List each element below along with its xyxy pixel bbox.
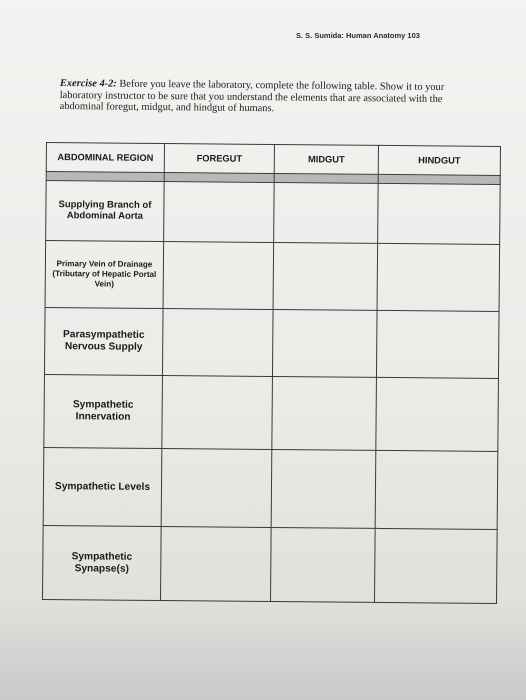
midgut-answer-cell[interactable] xyxy=(273,242,378,310)
midgut-answer-cell[interactable] xyxy=(270,528,375,603)
foregut-answer-cell[interactable] xyxy=(163,241,274,309)
foregut-answer-cell[interactable] xyxy=(161,449,272,528)
exercise-text: Before you leave the laboratory, complete the following table. Show it to your laboratory instructor to be sure that you understand the elements that are associated with the abdominal foregut, midgut, and hindgut of humans. xyxy=(59,78,445,115)
row-label-parasympathetic: Parasympathetic Nervous Supply xyxy=(44,308,163,375)
header-foregut: FOREGUT xyxy=(164,144,274,174)
hindgut-answer-cell[interactable] xyxy=(374,529,497,604)
foregut-answer-cell[interactable] xyxy=(161,527,272,602)
table-row xyxy=(44,308,499,378)
hindgut-answer-cell[interactable] xyxy=(376,311,499,378)
row-label-sympathetic-synapses: Sympathetic Synapse(s) xyxy=(43,526,162,601)
table-row xyxy=(43,448,498,530)
midgut-answer-cell[interactable] xyxy=(271,450,376,529)
table-header-row xyxy=(46,143,500,176)
hindgut-answer-cell[interactable] xyxy=(375,451,498,530)
table-row xyxy=(45,240,500,311)
table-row xyxy=(46,180,501,244)
foregut-answer-cell[interactable] xyxy=(164,181,275,242)
midgut-answer-cell[interactable] xyxy=(272,376,377,451)
hindgut-answer-cell[interactable] xyxy=(378,183,501,244)
header-midgut: MIDGUT xyxy=(274,144,378,174)
row-label-supplying-branch: Supplying Branch of Abdominal Aorta xyxy=(46,180,165,241)
midgut-answer-cell[interactable] xyxy=(272,310,377,377)
foregut-answer-cell[interactable] xyxy=(162,309,273,376)
hindgut-answer-cell[interactable] xyxy=(377,243,500,311)
row-label-primary-vein: Primary Vein of Drainage (Tributary of Hepatic Portal Vein) xyxy=(45,240,164,308)
midgut-answer-cell[interactable] xyxy=(274,182,379,243)
page-shadow xyxy=(0,600,526,700)
exercise-instructions xyxy=(60,78,470,117)
row-label-sympathetic-innervation: Sympathetic Innervation xyxy=(44,374,163,449)
foregut-answer-cell[interactable] xyxy=(162,375,273,450)
table-row xyxy=(43,526,498,604)
row-label-sympathetic-levels: Sympathetic Levels xyxy=(43,448,162,527)
header-abdominal-region: ABDOMINAL REGION xyxy=(46,143,164,173)
hindgut-answer-cell[interactable] xyxy=(376,377,499,452)
header-hindgut: HINDGUT xyxy=(378,145,500,176)
running-head: S. S. Sumida: Human Anatomy 103 xyxy=(296,31,420,40)
gut-regions-table xyxy=(42,142,501,604)
exercise-label: Exercise 4-2: xyxy=(59,78,117,90)
table-row xyxy=(44,374,499,452)
